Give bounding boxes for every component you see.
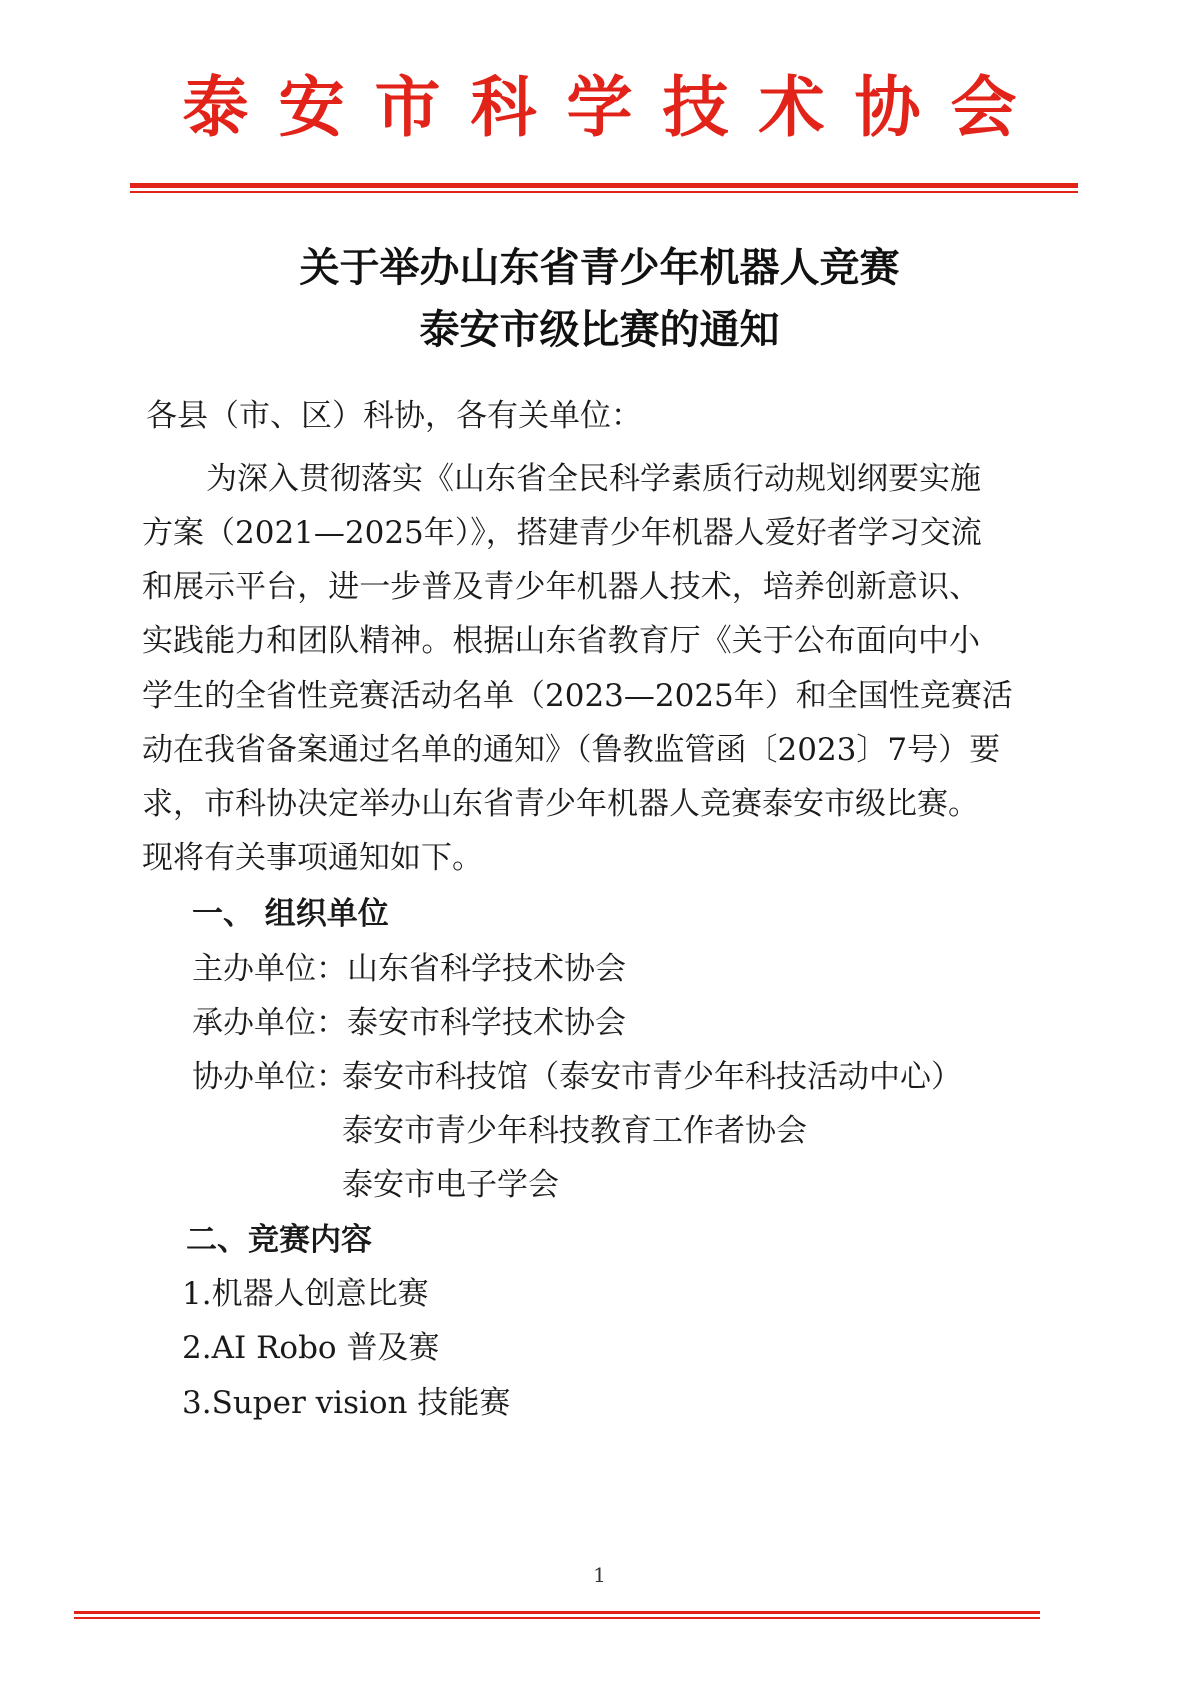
contest-item-3: 3.Super vision 技能赛	[182, 1385, 511, 1421]
body-line-8: 现将有关事项通知如下。	[142, 840, 483, 876]
letterhead-rule-thick	[130, 183, 1078, 188]
body-line-1: 为深入贯彻落实《山东省全民科学素质行动规划纲要实施	[206, 461, 981, 497]
body-line-4: 实践能力和团队精神。根据山东省教育厅《关于公布面向中小	[142, 623, 980, 659]
body-line-3: 和展示平台，进一步普及青少年机器人技术，培养创新意识、	[142, 569, 980, 605]
section-1-heading: 一、 组织单位	[192, 896, 389, 932]
salutation: 各县（市、区）科协，各有关单位：	[146, 398, 642, 434]
body-line-7: 求，市科协决定举办山东省青少年机器人竞赛泰安市级比赛。	[142, 786, 979, 822]
section-2-heading: 二、竞赛内容	[186, 1222, 372, 1258]
contest-item-2: 2.AI Robo 普及赛	[182, 1330, 440, 1366]
co-organizer-label: 协办单位：	[192, 1059, 347, 1095]
document-title-line-2: 泰安市级比赛的通知	[419, 307, 780, 353]
footer-rule-thin	[74, 1617, 1040, 1619]
host-unit: 主办单位：山东省科学技术协会	[192, 951, 626, 987]
letterhead-org-name: 泰安市科学技术协会	[182, 69, 1047, 146]
document-title-line-1: 关于举办山东省青少年机器人竞赛	[299, 245, 900, 291]
body-line-5: 学生的全省性竞赛活动名单（2023—2025年）和全国性竞赛活	[142, 678, 1013, 714]
organizer-unit: 承办单位：泰安市科学技术协会	[192, 1005, 626, 1041]
contest-item-1: 1.机器人创意比赛	[182, 1276, 429, 1312]
page-number: 1	[593, 1563, 606, 1587]
letterhead-rule-thin	[130, 191, 1078, 193]
co-organizer-1: 泰安市科技馆（泰安市青少年科技活动中心）	[342, 1059, 962, 1095]
body-line-6: 动在我省备案通过名单的通知》（鲁教监管函〔2023〕7号）要	[142, 732, 1001, 768]
footer-rule-thick	[74, 1611, 1040, 1614]
co-organizer-3: 泰安市电子学会	[342, 1167, 559, 1203]
body-line-2: 方案（2021—2025年）》，搭建青少年机器人爱好者学习交流	[142, 515, 982, 551]
co-organizer-2: 泰安市青少年科技教育工作者协会	[342, 1113, 807, 1149]
